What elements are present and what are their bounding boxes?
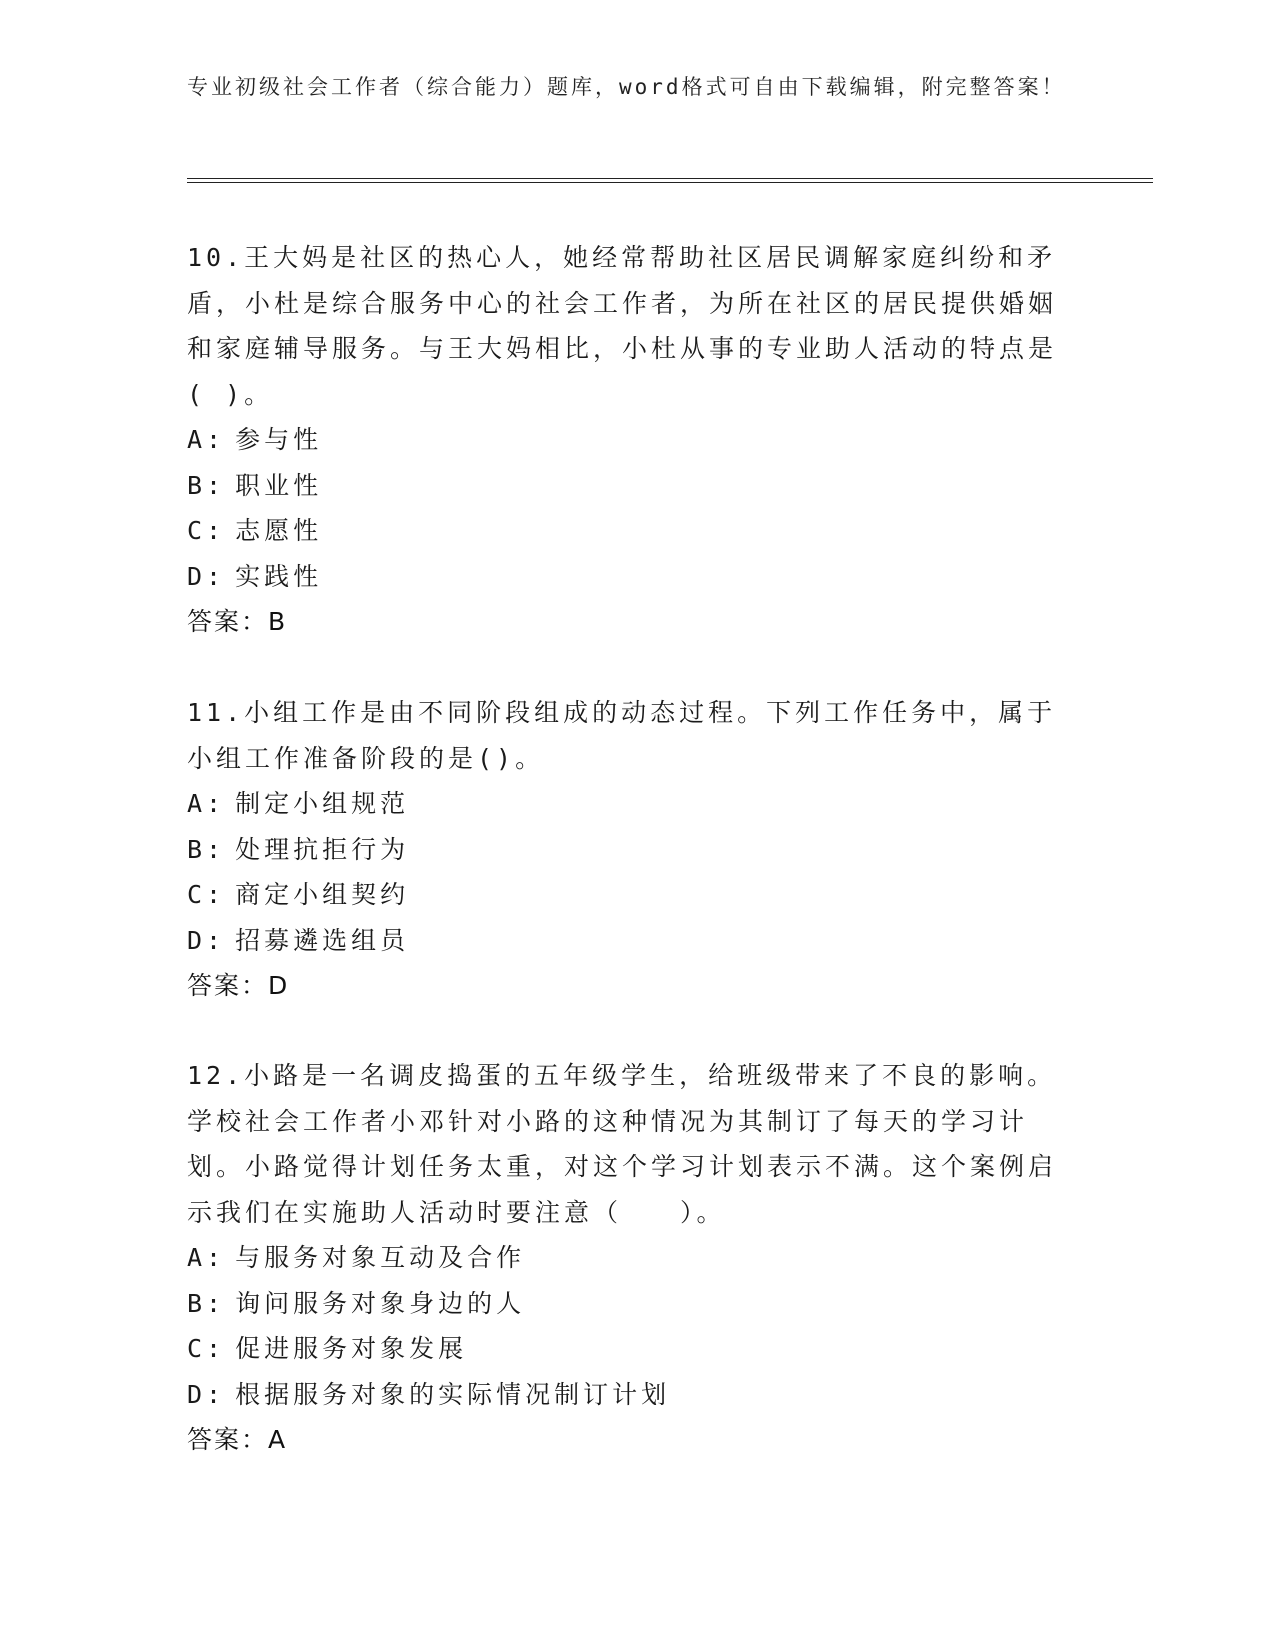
option-b: B: 处理抗拒行为 bbox=[187, 834, 410, 864]
option-b: B: 询问服务对象身边的人 bbox=[187, 1288, 526, 1318]
option-c: C: 商定小组契约 bbox=[187, 880, 410, 909]
question-12 bbox=[187, 1053, 1067, 1463]
option-a: A: 制定小组规范 bbox=[187, 789, 410, 818]
answer-line: 答案：D bbox=[187, 971, 290, 1000]
option-a: A: 参与性 bbox=[187, 425, 323, 454]
option-a: A: 与服务对象互动及合作 bbox=[187, 1243, 526, 1272]
question-10 bbox=[187, 235, 1067, 645]
option-d: D: 根据服务对象的实际情况制订计划 bbox=[187, 1379, 671, 1409]
header-divider-line bbox=[187, 178, 1153, 179]
option-c: C: 志愿性 bbox=[187, 516, 323, 545]
question-stem: 10.王大妈是社区的热心人，她经常帮助社区居民调解家庭纠纷和矛盾，小杜是综合服务中心的社会工作者，为所在社区的居民提供婚姻和家庭辅导服务。与王大妈相比，小杜从事的专业助人活动的特点是( )。 bbox=[187, 243, 1058, 409]
header-divider-line bbox=[187, 182, 1153, 183]
answer-line: 答案：A bbox=[187, 1425, 288, 1454]
question-stem: 11.小组工作是由不同阶段组成的动态过程。下列工作任务中，属于小组工作准备阶段的是()。 bbox=[187, 698, 1057, 773]
question-11 bbox=[187, 690, 1067, 1009]
answer-line: 答案：B bbox=[187, 607, 288, 636]
option-d: D: 招募遴选组员 bbox=[187, 925, 410, 955]
option-b: B: 职业性 bbox=[187, 470, 323, 500]
option-c: C: 促进服务对象发展 bbox=[187, 1334, 468, 1363]
option-d: D: 实践性 bbox=[187, 561, 323, 591]
question-stem: 12.小路是一名调皮捣蛋的五年级学生，给班级带来了不良的影响。学校社会工作者小邓针对小路的这种情况为其制订了每天的学习计划。小路觉得计划任务太重，对这个学习计划表示不满。这个案例启示我们在实施助人活动时要注意（ ）。 bbox=[187, 1061, 1058, 1227]
page-header: 专业初级社会工作者（综合能力）题库，word格式可自由下载编辑，附完整答案！ bbox=[187, 75, 1066, 99]
